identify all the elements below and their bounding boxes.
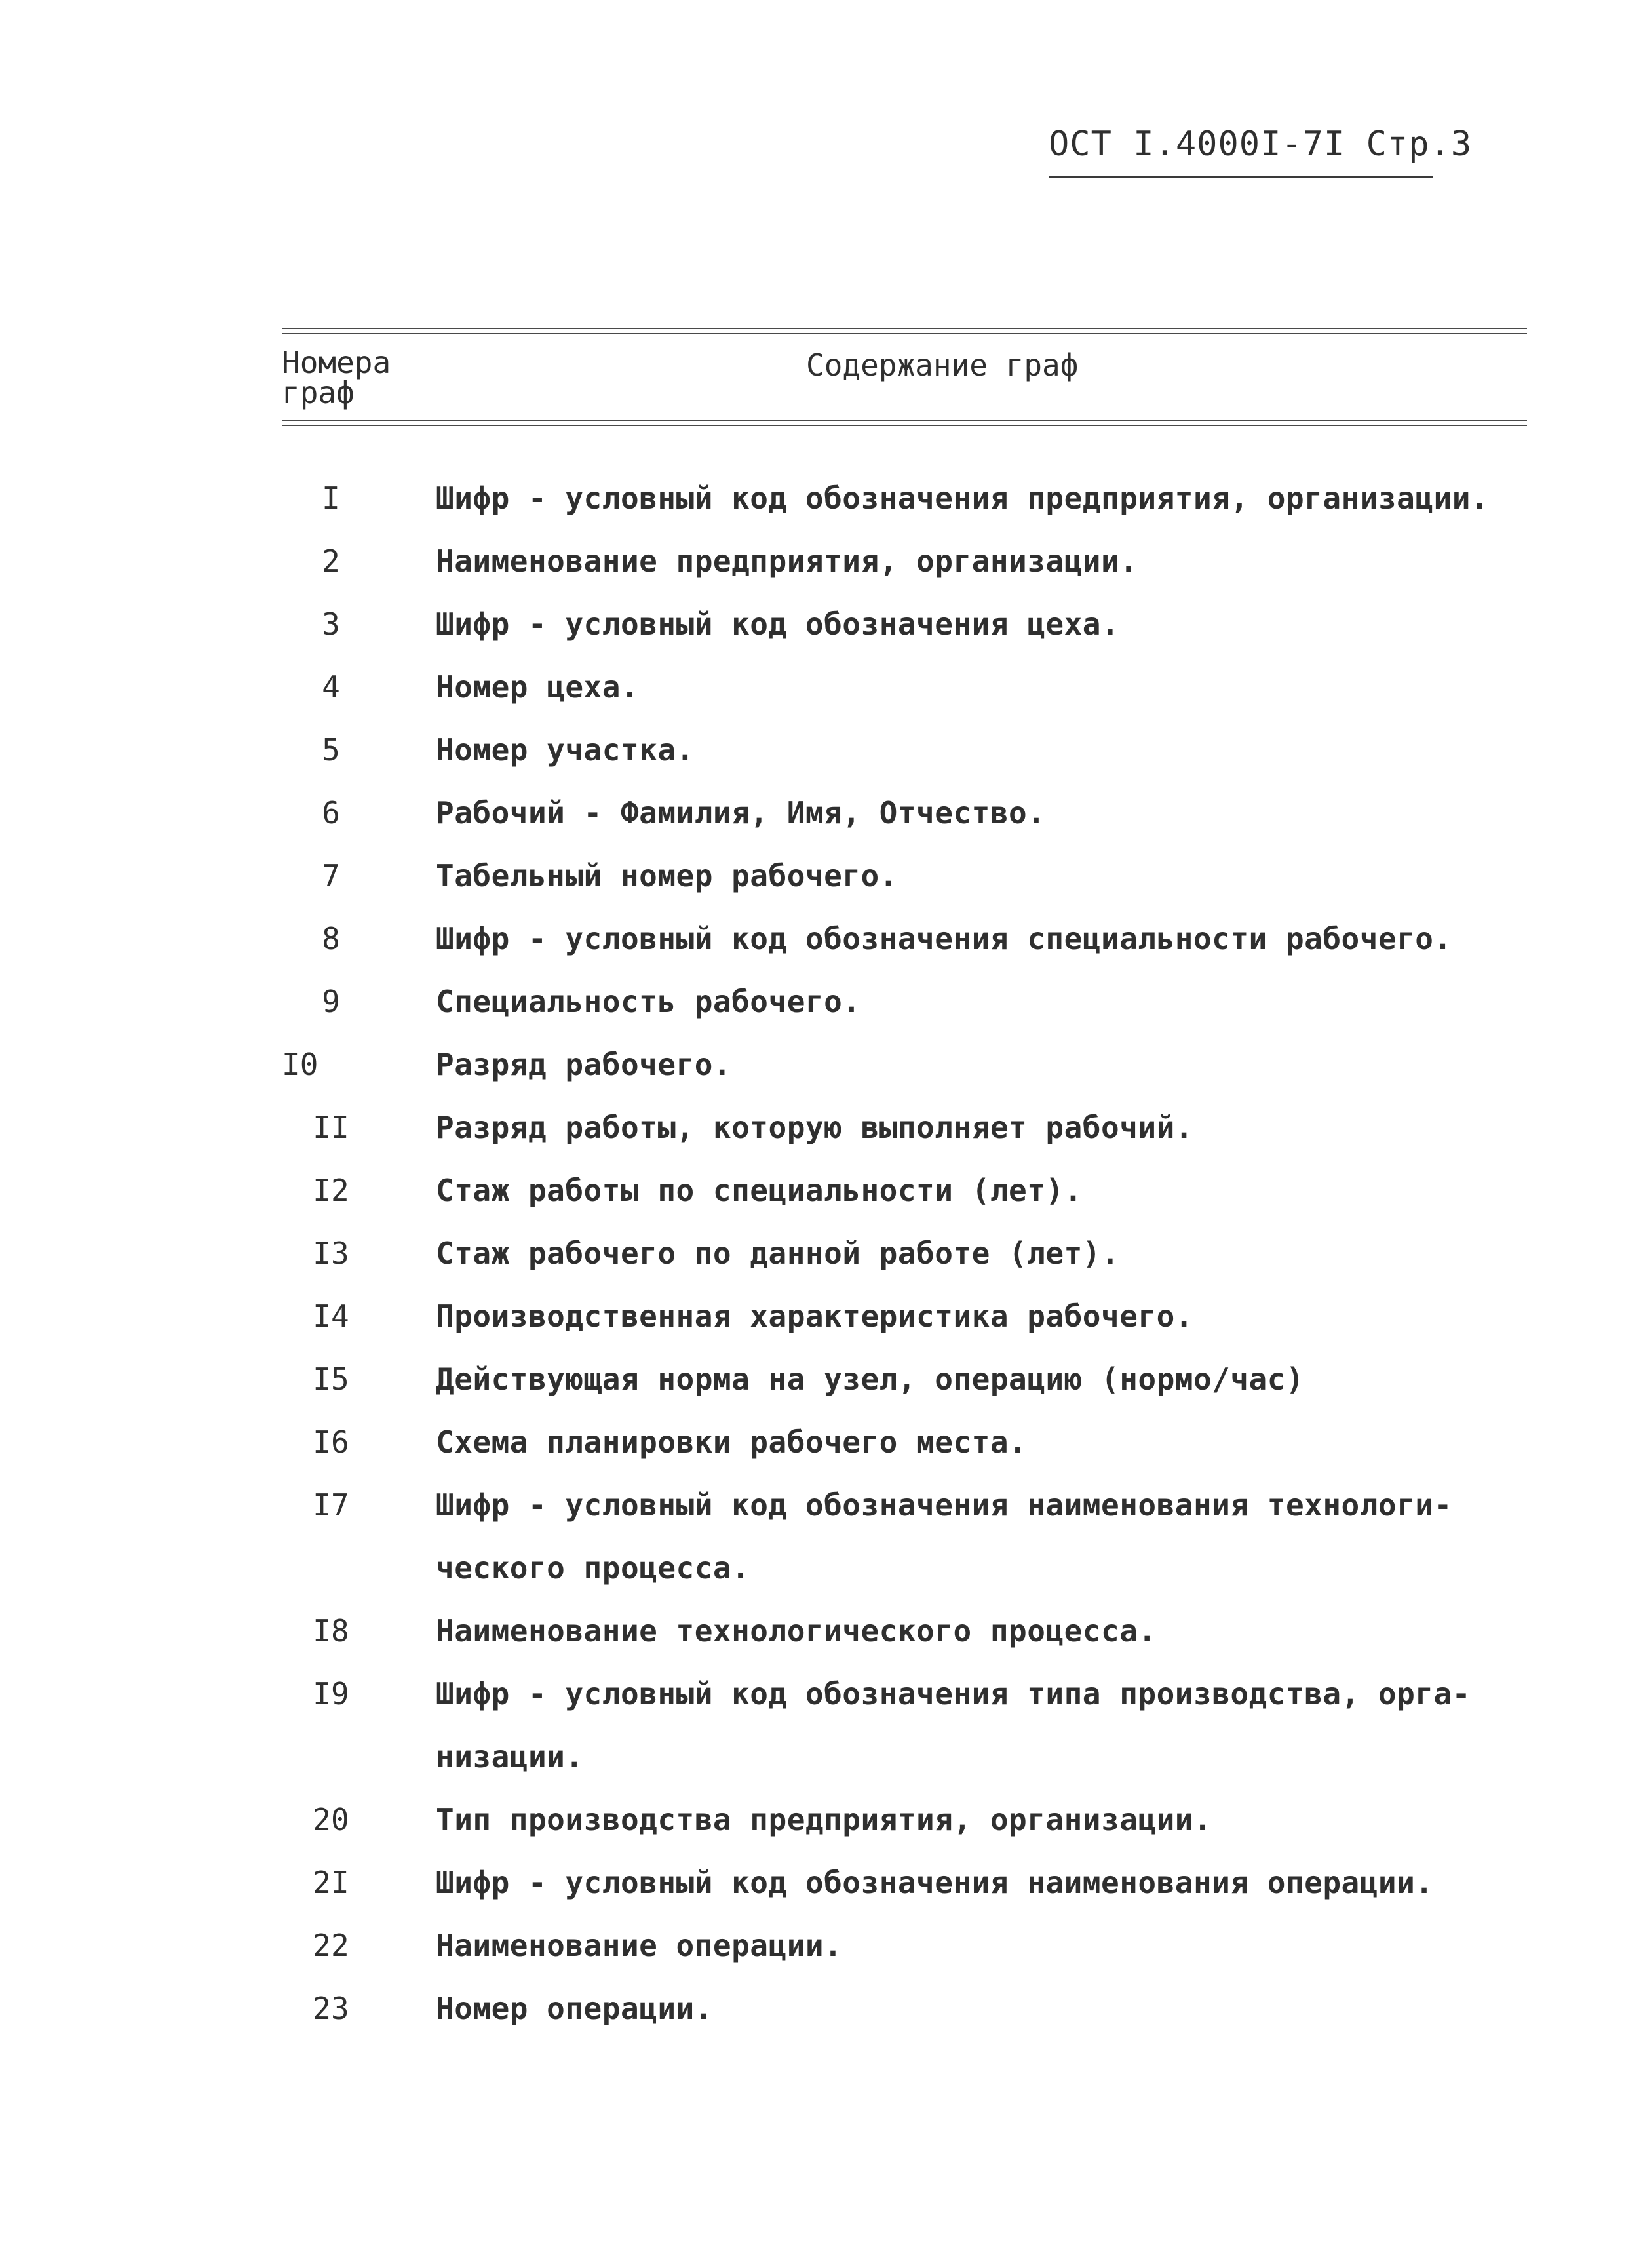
table-row <box>282 1977 1527 2040</box>
table-row <box>282 1285 1527 1348</box>
row-text: Производственная характеристика рабочего. <box>436 1299 1193 1334</box>
table-row <box>282 1914 1527 1977</box>
table-row <box>282 1159 1527 1222</box>
column-header-number-line1: Номера <box>282 345 391 380</box>
row-text: Специальность рабочего. <box>436 984 861 1019</box>
document-reference: ОСТ I.4000I-7I Стр.3 <box>1049 125 1473 164</box>
row-text: Рабочий - Фамилия, Имя, Отчество. <box>436 795 1046 831</box>
row-text: Разряд рабочего. <box>436 1047 732 1082</box>
row-text: Шифр - условный код обозначения предприятия, организации. <box>436 480 1490 516</box>
row-number: 3 <box>322 606 340 642</box>
row-number: 9 <box>322 984 340 1019</box>
header-underline <box>1049 176 1433 178</box>
table-row <box>282 1662 1527 1725</box>
row-number: I9 <box>313 1676 349 1711</box>
row-text: низации. <box>436 1739 584 1774</box>
row-number: I4 <box>313 1299 349 1334</box>
row-text: Стаж работы по специальности (лет). <box>436 1173 1083 1208</box>
row-number: 7 <box>322 858 340 893</box>
row-text: Наименование операции. <box>436 1928 843 1963</box>
row-number: 2 <box>322 543 340 579</box>
table-row <box>282 1222 1527 1285</box>
row-number: I5 <box>313 1361 349 1397</box>
row-text: Шифр - условный код обозначения наименования операции. <box>436 1865 1434 1900</box>
table-row <box>282 781 1527 844</box>
row-text: ческого процесса. <box>436 1550 750 1586</box>
table-header <box>282 334 1527 420</box>
row-number: 23 <box>313 1991 349 2026</box>
table-row <box>282 530 1527 593</box>
row-text: Шифр - условный код обозначения цеха. <box>436 606 1120 642</box>
row-text: Тип производства предприятия, организации. <box>436 1802 1212 1837</box>
row-text: Шифр - условный код обозначения специальности рабочего. <box>436 921 1452 956</box>
row-number: 22 <box>313 1928 349 1963</box>
table-row <box>282 970 1527 1033</box>
row-number: I2 <box>313 1173 349 1208</box>
row-number: I8 <box>313 1613 349 1649</box>
table-row <box>282 1096 1527 1159</box>
table-row <box>282 1851 1527 1914</box>
row-text: Номер операции. <box>436 1991 713 2026</box>
row-number: I0 <box>282 1047 319 1082</box>
table-row <box>282 467 1527 530</box>
row-number: 4 <box>322 669 340 705</box>
row-text: Разряд работы, которую выполняет рабочий. <box>436 1110 1193 1145</box>
table-top-rule <box>282 328 1527 334</box>
table-row <box>282 1033 1527 1096</box>
row-text: Стаж рабочего по данной работе (лет). <box>436 1236 1120 1271</box>
table-row <box>282 1788 1527 1851</box>
table-row-continuation <box>282 1536 1527 1599</box>
row-text: Наименование предприятия, организации. <box>436 543 1138 579</box>
row-text: Наименование технологического процесса. <box>436 1613 1157 1649</box>
row-number: I6 <box>313 1424 349 1460</box>
row-text: Действующая норма на узел, операцию (нормо/час) <box>436 1361 1305 1397</box>
table-row <box>282 1348 1527 1411</box>
row-number: 20 <box>313 1802 349 1837</box>
row-number: II <box>313 1110 349 1145</box>
column-header-number-line2: граф <box>282 375 355 410</box>
row-number: I3 <box>313 1236 349 1271</box>
row-number: 8 <box>322 921 340 956</box>
table-row <box>282 593 1527 655</box>
row-text: Схема планировки рабочего места. <box>436 1424 1028 1460</box>
table-row <box>282 718 1527 781</box>
table-row <box>282 1474 1527 1536</box>
row-number: 2I <box>313 1865 349 1900</box>
table-row-continuation <box>282 1725 1527 1788</box>
table-row <box>282 844 1527 907</box>
table-row <box>282 1599 1527 1662</box>
row-number: I <box>322 480 340 516</box>
row-number: 5 <box>322 732 340 768</box>
table-row <box>282 655 1527 718</box>
row-text: Шифр - условный код обозначения типа производства, орга- <box>436 1676 1471 1711</box>
row-text: Табельный номер рабочего. <box>436 858 898 893</box>
row-text: Номер участка. <box>436 732 695 768</box>
row-number: I7 <box>313 1487 349 1523</box>
table-row <box>282 907 1527 970</box>
document-header <box>1049 125 1473 178</box>
column-header-number <box>282 347 433 408</box>
table-body <box>282 467 1527 2040</box>
row-text: Номер цеха. <box>436 669 640 705</box>
columns-table <box>282 328 1527 2040</box>
table-header-rule <box>282 420 1527 426</box>
row-number: 6 <box>322 795 340 831</box>
column-header-content: Содержание граф <box>806 347 1079 383</box>
table-row <box>282 1411 1527 1474</box>
row-text: Шифр - условный код обозначения наименования технологи- <box>436 1487 1452 1523</box>
